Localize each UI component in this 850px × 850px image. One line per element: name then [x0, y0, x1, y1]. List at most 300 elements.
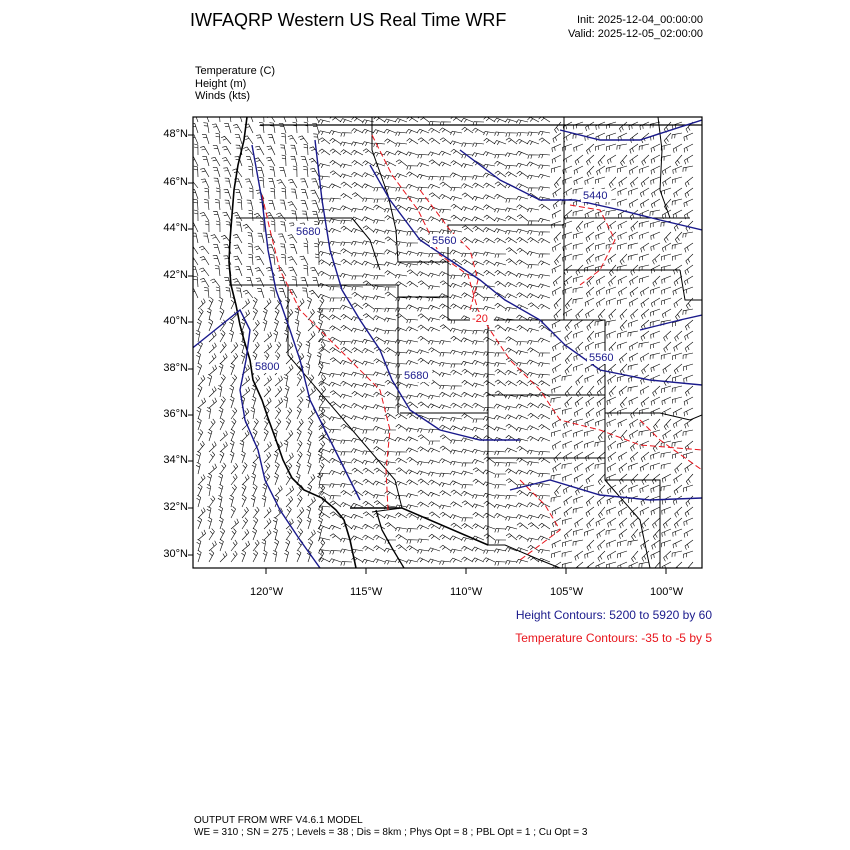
- wind-barb: [484, 337, 496, 342]
- wind-barb: [220, 375, 225, 386]
- wind-barb: [428, 448, 440, 452]
- wind-barb: [585, 342, 594, 351]
- wind-barb: [451, 364, 462, 368]
- wind-barb: [363, 226, 374, 232]
- wind-barb: [505, 271, 517, 276]
- wind-barb: [651, 408, 660, 416]
- wind-barb: [362, 241, 374, 245]
- wind-barb: [640, 386, 649, 395]
- wind-barb: [201, 179, 209, 188]
- wind-barb: [407, 319, 418, 323]
- wind-barb: [207, 484, 211, 496]
- wind-barb: [243, 224, 253, 232]
- wind-barb: [618, 419, 627, 427]
- wind-barb: [319, 413, 330, 419]
- wind-barb: [395, 197, 407, 201]
- wind-barb: [673, 144, 682, 153]
- wind-barb: [352, 253, 364, 257]
- wind-barb: [395, 174, 407, 178]
- wind-barb: [406, 350, 418, 354]
- wind-barb: [619, 529, 627, 539]
- wind-barb: [297, 299, 304, 310]
- wind-barb: [551, 397, 561, 403]
- wind-barb: [506, 469, 518, 474]
- wind-barb: [495, 540, 506, 544]
- wind-barb: [539, 473, 550, 477]
- wind-barb: [538, 261, 550, 265]
- wind-barb: [562, 540, 572, 547]
- wind-barb: [407, 529, 418, 533]
- wind-barb: [505, 119, 517, 123]
- wind-barb: [362, 206, 374, 210]
- wind-barb: [607, 397, 616, 405]
- wind-barb: [527, 503, 539, 507]
- wind-barb: [242, 495, 246, 507]
- wind-barb: [527, 515, 539, 519]
- wind-barb: [396, 282, 407, 287]
- wind-barb: [341, 259, 352, 265]
- wind-barb: [450, 173, 462, 177]
- wind-barb: [384, 262, 396, 266]
- lat-label: 48°N: [163, 128, 188, 140]
- wind-barb: [673, 496, 682, 505]
- wind-barb: [362, 383, 374, 387]
- wind-barb: [505, 504, 517, 508]
- wind-barb: [373, 426, 385, 430]
- wind-barb: [220, 551, 227, 562]
- wind-barb: [632, 551, 639, 562]
- wind-barb: [651, 232, 660, 240]
- wind-barb: [629, 342, 638, 351]
- wind-barb: [664, 331, 671, 341]
- wind-barb: [297, 496, 302, 508]
- wind-barb: [440, 341, 452, 345]
- wind-barb: [418, 358, 429, 364]
- wind-barb: [319, 381, 331, 386]
- wind-barb: [396, 452, 407, 456]
- wind-barb: [552, 287, 561, 296]
- wind-barb: [373, 316, 385, 320]
- wind-barb: [385, 216, 396, 222]
- wind-barb: [564, 507, 572, 517]
- wind-barb: [362, 406, 374, 410]
- wind-barb: [483, 417, 495, 421]
- wind-barb: [598, 155, 605, 166]
- wind-barb: [462, 143, 473, 147]
- wind-barb: [450, 481, 462, 485]
- wind-barb: [317, 352, 321, 364]
- wind-barb: [585, 529, 595, 536]
- wind-barb: [651, 287, 660, 294]
- lon-label: 115°W: [350, 586, 383, 598]
- wind-barb: [450, 471, 462, 475]
- wind-barb: [439, 162, 451, 166]
- wind-barb: [200, 213, 209, 222]
- wind-barb: [684, 551, 694, 558]
- wind-barb: [231, 485, 237, 496]
- wind-barb: [450, 250, 462, 254]
- wind-barb: [653, 518, 661, 528]
- wind-barb: [462, 330, 474, 334]
- wind-barb: [629, 166, 638, 175]
- wind-barb: [288, 289, 297, 298]
- wind-barb: [472, 394, 484, 398]
- wind-barb: [451, 523, 462, 529]
- wind-barb: [483, 470, 495, 474]
- wind-barb: [288, 257, 297, 265]
- wind-barb: [684, 287, 693, 295]
- wind-barb: [270, 288, 275, 299]
- wind-barb: [516, 428, 528, 432]
- wind-barb: [406, 361, 418, 365]
- wind-barb: [574, 364, 583, 371]
- wind-barb: [279, 278, 286, 288]
- wind-barb: [685, 276, 694, 285]
- height-contour-note: Height Contours: 5200 to 5920 by 60: [515, 608, 712, 622]
- wind-barb: [553, 463, 561, 472]
- wind-barb: [619, 353, 627, 363]
- wind-barb: [607, 474, 616, 482]
- wind-barb: [673, 529, 682, 537]
- wind-barb: [630, 276, 638, 285]
- wind-barb: [304, 144, 308, 155]
- wind-barb: [661, 254, 671, 261]
- wind-barb: [516, 274, 528, 278]
- wind-barb: [311, 179, 319, 188]
- wind-barb: [274, 473, 278, 485]
- wind-barb: [565, 320, 572, 331]
- wind-barb: [216, 221, 220, 232]
- wind-barb: [538, 238, 550, 243]
- wind-barb: [451, 204, 462, 210]
- wind-barb: [363, 303, 374, 309]
- wind-barb: [229, 495, 233, 507]
- wind-barb: [597, 397, 605, 407]
- wind-barb: [318, 164, 330, 168]
- wind-barb: [190, 223, 198, 232]
- wind-barb: [298, 136, 308, 144]
- wind-barb: [451, 440, 463, 444]
- wind-barb: [351, 526, 363, 530]
- wind-barb: [555, 122, 562, 133]
- wind-barb: [340, 274, 352, 278]
- wind-barb: [242, 475, 249, 486]
- wind-barb: [673, 166, 682, 174]
- wind-barb: [429, 418, 440, 422]
- wind-barb: [406, 470, 418, 474]
- wind-barb: [674, 430, 682, 439]
- wind-barb: [595, 463, 605, 469]
- wind-barb: [629, 320, 638, 327]
- wind-barb: [587, 155, 595, 165]
- wind-barb: [288, 179, 297, 188]
- wind-barb: [264, 332, 272, 342]
- wind-barb: [194, 166, 198, 177]
- wind-barb: [538, 536, 550, 540]
- wind-barb: [495, 238, 507, 243]
- wind-barb: [440, 325, 451, 331]
- wind-barb: [528, 132, 539, 136]
- wind-barb: [461, 361, 473, 365]
- wind-barb: [319, 441, 325, 452]
- wind-barb: [318, 525, 330, 529]
- wind-barb: [527, 436, 539, 441]
- wind-barb: [418, 308, 430, 312]
- wind-barb: [352, 161, 363, 167]
- wind-barb: [607, 551, 616, 560]
- wind-barb: [587, 144, 595, 154]
- height-contours: [190, 120, 702, 568]
- wind-barb: [406, 152, 418, 156]
- wind-barb: [450, 515, 462, 519]
- wind-barb: [587, 166, 594, 177]
- wind-barb: [528, 348, 540, 353]
- wind-barb: [297, 540, 303, 551]
- wind-barb: [417, 471, 429, 475]
- wind-barb: [494, 229, 506, 233]
- wind-barb: [417, 163, 429, 167]
- wind-barb: [596, 408, 605, 417]
- wind-barb: [672, 177, 682, 184]
- wind-barb: [673, 210, 682, 219]
- wind-barb: [506, 424, 517, 430]
- wind-barb: [418, 447, 429, 452]
- wind-barb: [280, 145, 286, 155]
- wind-barb: [575, 397, 583, 407]
- wind-barb: [213, 244, 220, 254]
- wind-barb: [204, 287, 209, 298]
- wind-barb: [275, 386, 282, 397]
- wind-barb: [253, 484, 257, 496]
- wind-barb: [429, 502, 440, 507]
- wind-barb: [608, 375, 616, 384]
- wind-barb: [516, 415, 528, 419]
- wind-barb: [329, 382, 341, 386]
- wind-barb: [209, 419, 215, 430]
- wind-barb: [506, 337, 517, 342]
- wind-barb: [429, 480, 441, 485]
- contour-label: 5560: [589, 352, 614, 364]
- wind-barb: [351, 503, 363, 507]
- wind-barb: [630, 287, 638, 297]
- wind-barb: [373, 229, 385, 233]
- wind-barb: [618, 331, 628, 338]
- wind-barb: [197, 550, 201, 562]
- wind-barb: [585, 265, 595, 272]
- wind-barb: [284, 440, 288, 452]
- wind-barb: [462, 351, 474, 355]
- wind-barb: [606, 320, 616, 326]
- wind-barb: [429, 524, 441, 529]
- wind-barb: [642, 518, 649, 528]
- wind-barb: [288, 202, 297, 210]
- wind-barb: [450, 558, 462, 562]
- wind-barb: [506, 248, 517, 254]
- wind-barb: [440, 435, 451, 441]
- wind-barb: [630, 507, 638, 517]
- wind-barb: [253, 550, 258, 562]
- wind-barb: [495, 462, 506, 466]
- wind-barb: [285, 385, 289, 397]
- wind-barb: [233, 234, 242, 243]
- wind-barb: [597, 496, 605, 506]
- wind-barb: [585, 551, 594, 559]
- wind-barb: [286, 507, 291, 518]
- wind-barb: [282, 155, 286, 166]
- wind-barb: [374, 418, 386, 422]
- wind-barb: [407, 270, 418, 276]
- wind-barb: [231, 419, 236, 431]
- wind-barb: [199, 246, 209, 254]
- wind-barb: [495, 369, 506, 375]
- wind-barb: [618, 441, 627, 448]
- wind-barb: [352, 292, 363, 298]
- wind-barb: [552, 386, 561, 394]
- wind-barb: [641, 397, 649, 407]
- wind-barb: [674, 188, 682, 197]
- wind-barb: [683, 309, 693, 315]
- wind-barb: [640, 507, 649, 515]
- wind-barb: [282, 188, 287, 199]
- wind-barb: [340, 381, 352, 386]
- wind-barb: [608, 221, 616, 231]
- wind-barb: [629, 496, 639, 503]
- wind-barb: [653, 276, 660, 286]
- wind-barb: [374, 308, 385, 312]
- wind-barb: [385, 348, 396, 353]
- wind-barb: [308, 530, 315, 540]
- wind-barb: [190, 135, 198, 144]
- wind-barb: [407, 139, 418, 145]
- wind-barb: [439, 272, 451, 276]
- wind-barb: [551, 474, 561, 480]
- wind-barb: [595, 320, 605, 326]
- wind-barb: [406, 437, 418, 441]
- wind-barb: [609, 309, 616, 320]
- wind-barb: [363, 198, 374, 202]
- wind-barb: [506, 259, 517, 265]
- wind-barb: [284, 550, 288, 562]
- wind-barb: [440, 177, 451, 181]
- wind-barb: [396, 468, 407, 474]
- wind-barb: [483, 306, 495, 310]
- wind-barb: [286, 496, 293, 507]
- wind-barb: [229, 319, 233, 331]
- wind-barb: [607, 287, 616, 294]
- wind-barb: [554, 298, 561, 309]
- wind-barb: [266, 114, 276, 122]
- wind-barb: [418, 138, 429, 144]
- wind-barb: [396, 495, 407, 499]
- wind-barb: [243, 290, 253, 298]
- wind-barb: [242, 463, 247, 475]
- wind-barb: [673, 419, 682, 428]
- wind-barb: [440, 561, 452, 565]
- wind-barb: [440, 304, 452, 309]
- wind-barb: [652, 474, 660, 484]
- wind-barb: [473, 176, 485, 180]
- wind-barb: [628, 331, 638, 337]
- wind-barb: [517, 523, 528, 529]
- wind-barb: [607, 331, 616, 339]
- wind-barb: [574, 166, 583, 174]
- wind-barb: [264, 386, 271, 397]
- wind-barb: [286, 539, 290, 551]
- wind-barb: [255, 256, 264, 265]
- wind-barb: [450, 461, 462, 465]
- wind-barb: [428, 327, 440, 331]
- wind-barb: [341, 440, 352, 444]
- wind-barb: [586, 496, 594, 506]
- wind-barb: [628, 243, 638, 249]
- wind-barb: [451, 161, 462, 166]
- wind-barb: [418, 502, 430, 507]
- wind-barb: [439, 218, 451, 222]
- wind-barb: [527, 141, 539, 145]
- wind-barb: [202, 156, 209, 166]
- wind-barb: [527, 294, 539, 299]
- temperature-contour-note: Temperature Contours: -35 to -5 by 5: [515, 631, 712, 645]
- wind-barb: [539, 374, 550, 378]
- wind-barb: [484, 238, 496, 243]
- wind-barb: [363, 161, 374, 166]
- wind-barb: [527, 274, 539, 278]
- wind-barb: [248, 166, 253, 177]
- wind-barb: [573, 540, 583, 546]
- field-temperature: Temperature (C): [195, 65, 276, 77]
- wind-barb: [450, 295, 462, 299]
- wind-barb: [194, 144, 198, 155]
- wind-barb: [407, 540, 418, 544]
- wind-barb: [461, 217, 473, 221]
- wind-barb: [552, 353, 561, 362]
- wind-barb: [505, 415, 517, 419]
- contour-label: 5680: [296, 226, 321, 238]
- wind-barb: [396, 143, 407, 147]
- wind-barb: [231, 408, 237, 419]
- wind-barb: [297, 429, 301, 441]
- wind-barb: [527, 117, 539, 122]
- wind-barb: [538, 284, 550, 288]
- wind-barb: [373, 384, 385, 388]
- wind-barb: [651, 463, 661, 470]
- wind-barb: [484, 260, 496, 265]
- wind-barb: [641, 309, 649, 319]
- wind-barb: [234, 245, 242, 254]
- wind-barb: [297, 529, 303, 540]
- wind-barb: [539, 451, 550, 455]
- wind-barb: [208, 429, 212, 441]
- wind-barb: [330, 391, 341, 397]
- wind-barb: [451, 215, 462, 221]
- wind-barb: [233, 279, 242, 287]
- wind-barb: [516, 151, 528, 155]
- wind-barb: [215, 199, 220, 210]
- wind-barb: [619, 485, 627, 495]
- wind-barb: [295, 308, 299, 320]
- wind-barb: [429, 128, 441, 133]
- wind-barb: [374, 143, 385, 147]
- wind-barb: [220, 431, 227, 441]
- wind-barb: [196, 352, 200, 364]
- wind-barb: [596, 276, 605, 285]
- wind-barb: [483, 228, 495, 233]
- wind-barb: [662, 397, 671, 405]
- wind-barb: [242, 387, 250, 397]
- wind-barb: [563, 441, 572, 449]
- wind-barb: [429, 348, 440, 353]
- wind-barb: [450, 283, 462, 287]
